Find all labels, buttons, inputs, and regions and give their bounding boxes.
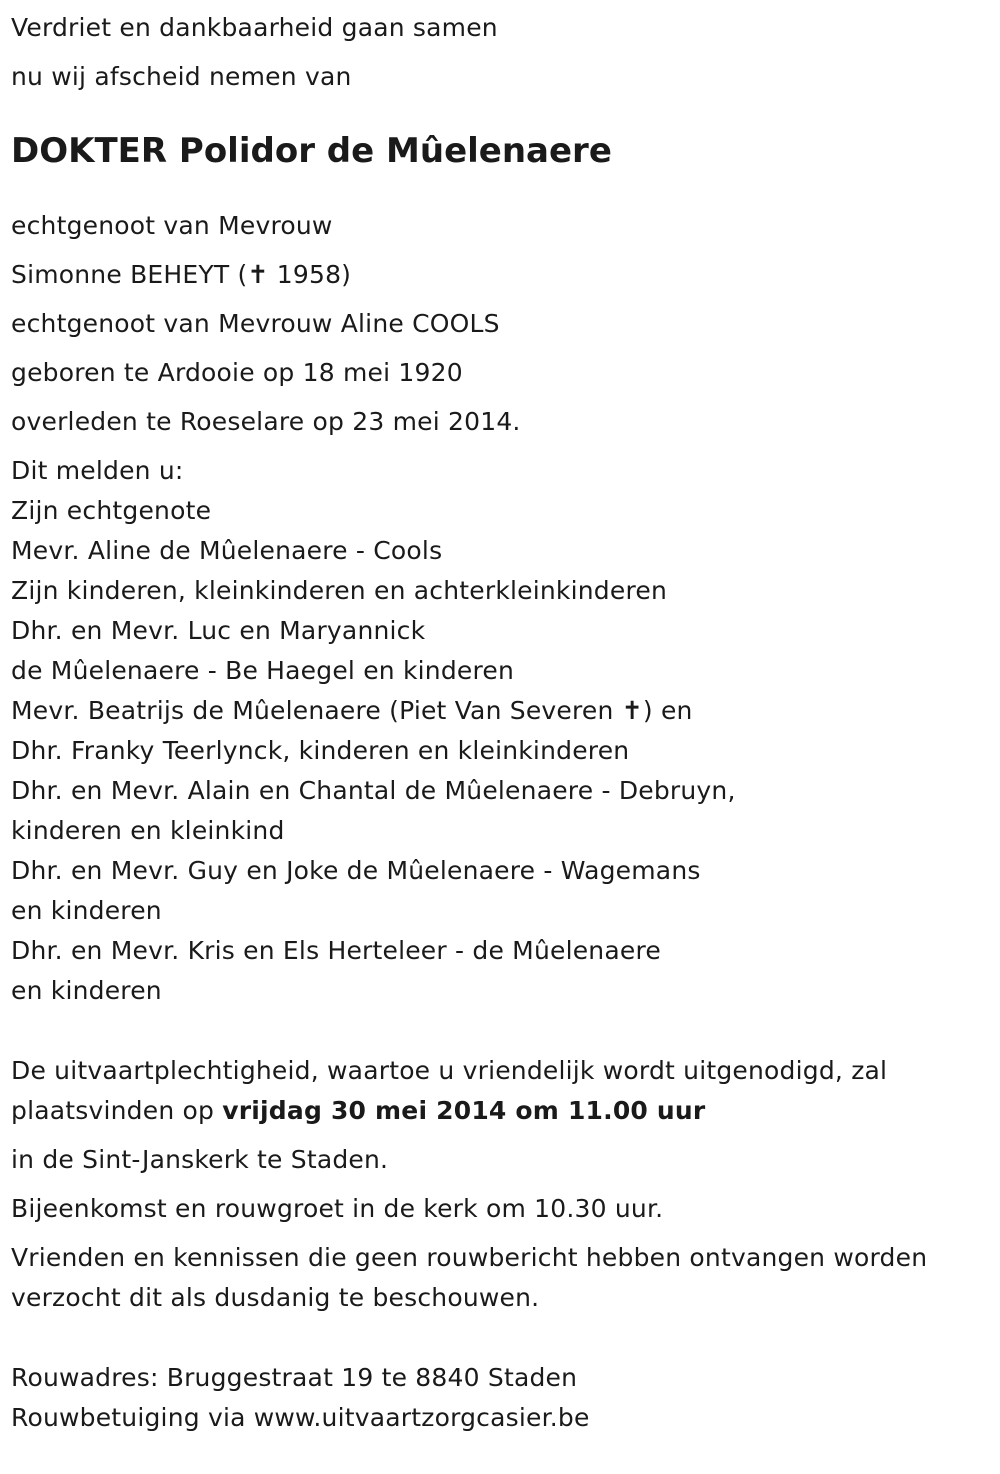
contact-section bbox=[11, 1358, 1000, 1438]
family-line: Mevr. Beatrijs de Mûelenaere (Piet Van Severen ✝) en bbox=[11, 696, 693, 725]
family-line: Dhr. en Mevr. Guy en Joke de Mûelenaere - Wagemans bbox=[11, 856, 701, 885]
condolence-website: Rouwbetuiging via www.uitvaartzorgcasier.be bbox=[11, 1403, 590, 1432]
funeral-date: vrijdag 30 mei 2014 om 11.00 uur bbox=[222, 1096, 706, 1125]
family-line: Mevr. Aline de Mûelenaere - Cools bbox=[11, 536, 443, 565]
spouse-line-2: Simonne BEHEYT (✝ 1958) bbox=[11, 260, 352, 289]
family-line: Dhr. en Mevr. Alain en Chantal de Mûelenaere - Debruyn, bbox=[11, 776, 736, 805]
funeral-date-prefix: plaatsvinden op bbox=[11, 1096, 223, 1125]
funeral-date-line bbox=[11, 1091, 1000, 1140]
family-line: en kinderen bbox=[11, 976, 162, 1005]
family-line: Zijn echtgenote bbox=[11, 496, 212, 525]
family-line: Dhr. Franky Teerlynck, kinderen en kleinkinderen bbox=[11, 736, 630, 765]
mourning-address: Rouwadres: Bruggestraat 19 te 8840 Staden bbox=[11, 1363, 578, 1392]
family-line: de Mûelenaere - Be Haegel en kinderen bbox=[11, 656, 515, 685]
intro-line-2: nu wij afscheid nemen van bbox=[11, 62, 352, 91]
spouse-line-3: echtgenoot van Mevrouw Aline COOLS bbox=[11, 309, 500, 338]
family-line: en kinderen bbox=[11, 896, 162, 925]
notice-line-1: Vrienden en kennissen die geen rouwbericht hebben ontvangen worden bbox=[11, 1243, 928, 1272]
family-line: kinderen en kleinkind bbox=[11, 816, 285, 845]
funeral-invitation: De uitvaartplechtigheid, waartoe u vriendelijk wordt uitgenodigd, zal bbox=[11, 1056, 888, 1085]
intro-line-1: Verdriet en dankbaarheid gaan samen bbox=[11, 13, 498, 42]
funeral-location: in de Sint-Janskerk te Staden. bbox=[11, 1145, 389, 1174]
family-line: Dit melden u: bbox=[11, 456, 184, 485]
gathering-time: Bijeenkomst en rouwgroet in de kerk om 10.30 uur. bbox=[11, 1194, 664, 1223]
funeral-section bbox=[11, 1051, 1000, 1318]
spouse-line-1: echtgenoot van Mevrouw bbox=[11, 211, 333, 240]
family-line: Dhr. en Mevr. Luc en Maryannick bbox=[11, 616, 426, 645]
birth-line: geboren te Ardooie op 18 mei 1920 bbox=[11, 358, 463, 387]
notice-line-2: verzocht dit als dusdanig te beschouwen. bbox=[11, 1283, 540, 1312]
family-line: Dhr. en Mevr. Kris en Els Herteleer - de Mûelenaere bbox=[11, 936, 661, 965]
death-line: overleden te Roeselare op 23 mei 2014. bbox=[11, 407, 521, 436]
deceased-name: DOKTER Polidor de Mûelenaere bbox=[11, 131, 612, 171]
family-line: Zijn kinderen, kleinkinderen en achterkleinkinderen bbox=[11, 576, 668, 605]
